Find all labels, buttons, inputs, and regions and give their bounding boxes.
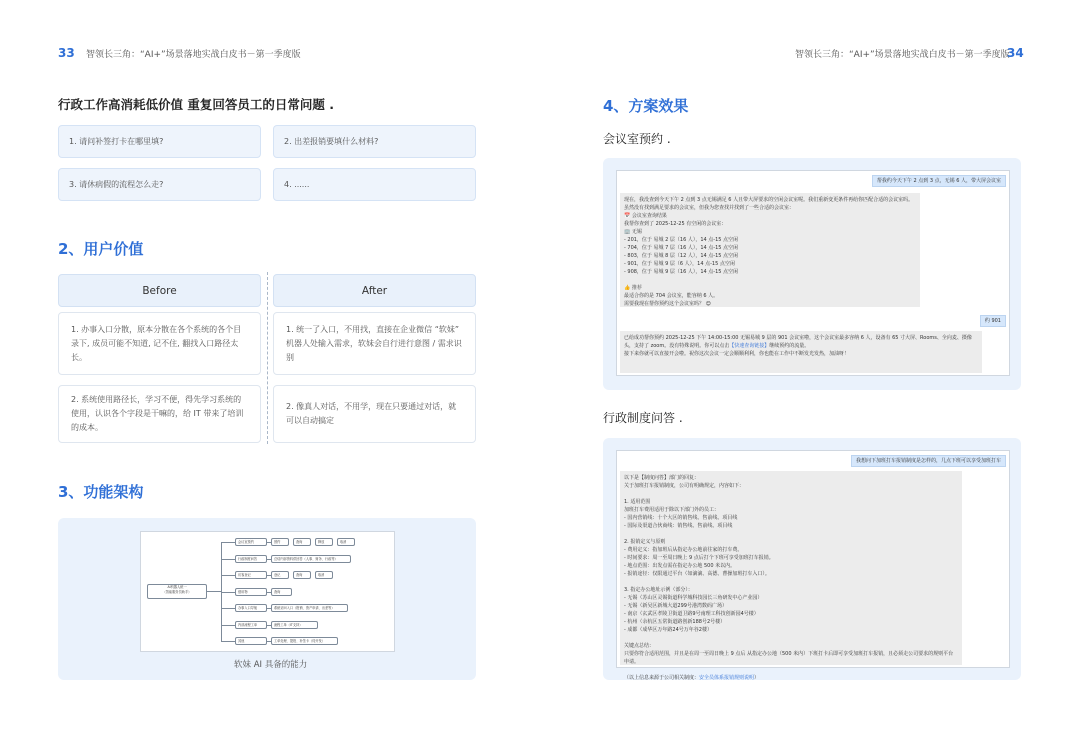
before-item: [58, 312, 261, 375]
mind-map-leaf: 总结内部资料供回答（人事、财务、行政等）: [271, 555, 351, 563]
mind-map-leaf: 释放: [315, 538, 333, 546]
after-label: After: [361, 284, 388, 297]
question-text: 2. 出差报销要填什么材料?: [284, 137, 379, 146]
mind-map-connector: [221, 592, 235, 593]
after-item-text: 1. 统一了入口，不用找，直接在企业微信 “软妹” 机器人处输入需求，软妹会自行进行意图 / 需求识别: [286, 324, 462, 362]
before-label: Before: [142, 284, 177, 297]
question-box: [58, 168, 261, 201]
bot-message-text: ）: [754, 675, 760, 681]
user-message: 约 901: [980, 315, 1006, 327]
mind-map-leaf: 查询: [271, 588, 292, 596]
question-text: 4. ......: [284, 180, 310, 189]
policy-source-link[interactable]: 安全员体系报销规则说明: [699, 675, 755, 681]
mind-map-branch: 借用物: [235, 588, 267, 596]
mind-map-leaf: 取消: [337, 538, 355, 546]
before-item: [58, 385, 261, 443]
mind-map-branch: 会议室预约: [235, 538, 267, 546]
before-item-text: 1. 办事入口分散，原本分散在各个系统的各个目录下, 成员可能不知道, 记不住, 翻找入口路径太长。: [71, 324, 242, 362]
after-item: [273, 312, 476, 375]
right-page-number: 34: [1007, 46, 1024, 60]
policy-qa-title: 行政制度问答 .: [603, 411, 683, 425]
section-architecture-title: 3、功能架构: [58, 483, 144, 501]
after-item-text: 2. 像真人对话，不用学，现在只要通过对话，就可以自动搞定: [286, 402, 457, 425]
mind-map-connector: [221, 625, 235, 626]
mind-map-leaf: 查询: [293, 538, 311, 546]
column-divider: [267, 272, 268, 444]
bot-message: [620, 471, 962, 681]
before-header: [58, 274, 261, 307]
meeting-booking-title: 会议室预约 .: [603, 132, 671, 146]
mind-map-connector: [207, 591, 221, 592]
mind-map-leaf: 流程工单（IT支持）: [271, 621, 318, 629]
section-user-value-title: 2、用户价值: [58, 240, 144, 258]
mind-map-caption: 软妹 AI 具备的能力: [234, 660, 308, 670]
mind-map-connector: [221, 542, 235, 543]
mind-map-leaf: 登记: [271, 571, 289, 579]
mind-map-root: AI机器人统一 （智能服务员助手）: [147, 584, 207, 599]
right-header-title: 智领长三角：“AI+”场景落地实战白皮书－第一季度版: [795, 50, 1010, 60]
mind-map-leaf: 预约: [271, 538, 289, 546]
user-message: 我想问下加班打车报销制度是怎样的，几点下班可以享受加班打车: [851, 455, 1006, 467]
mind-map-branch: 其他: [235, 637, 267, 645]
left-page-number: 33: [58, 46, 75, 60]
bot-message-text: 继续预约的流量。: [769, 343, 810, 349]
user-message: 帮我约今天下午 2 点到 3 点，无锡 6 人，带大屏会议室: [872, 175, 1006, 187]
mind-map-branch: 行政制度问答: [235, 555, 267, 563]
mind-map-leaf: 取消: [315, 571, 333, 579]
mind-map-leaf: 工单处理、提报、补签卡（待开发）: [271, 637, 338, 645]
question-text: 3. 请休病假的流程怎么走?: [69, 180, 164, 189]
bot-message: [620, 331, 982, 373]
mind-map-connector: [221, 575, 235, 576]
mind-map-connector: [221, 608, 235, 609]
after-item: [273, 385, 476, 443]
mind-map-leaf: 系统访问入口（报销、资产申请、出差等）: [271, 604, 348, 612]
mind-map-connector: [221, 559, 235, 560]
before-item-text: 2. 系统使用路径长，学习不便，得先学习系统的使用，认识各个字段是干嘛的，给 IT 带来了培训的成本。: [71, 395, 244, 432]
mind-map-branch: 内部流程工单: [235, 621, 267, 629]
intro-title: 行政工作高消耗低价值 重复回答员工的日常问题 .: [58, 97, 334, 112]
question-box: [273, 125, 476, 158]
question-text: 1. 请问补签打卡在哪里填?: [69, 137, 164, 146]
bot-message-text: 已给成功帮你预约 2025-12-25 下午 14:00-15:00 无锡易城 9 层的 901 会议室啦，这个会议室最多容纳 6 人，设备有 65 寸大屏、Rooms、全向麦、摄像头，支持了 zoom。没有特殊说明。你可以点击: [624, 335, 972, 349]
question-box: [58, 125, 261, 158]
mind-map-connector: [221, 641, 235, 642]
bot-message: 现在，我没查到今天下午 2 点到 3 点无锡满足 6 人且带大屏要求的空闲会议室呢。我们重新变更条件再给你匹配合适的会议室吗。 虽然没有找到满足要求的会议室，但我为您查找并找到了一些合适的会议室： 📅 会议室查询结果 我帮你查到了 2025-12-25 有空闲的会议室： 🏢 无锡 - 201，位于 易城 2 层（16 人），14 点-15 点空闲 - 704，位于 易城 7 层（16 人），14 点-15 点空闲 - 803，位于 易城 8 层（12 人），14 点-15 点空闲 - 901，位于 易城 9 层（6 人），14 点-15 点空闲 - 908，位于 易城 9 层（16 人），14 点-15 点空闲 👍 推荐 最适合你的是 704 会议室，能容纳 6 人。 需要我现在帮你预约这个会议室吗？ 😊: [620, 193, 920, 307]
bot-message-text: 以下是【制度问答】部门的回复： 关于加班打车报销制度，公司有明确规定，内容如下： 1. 适用范围 加班打车费用适用于除以下部门外的员工： - 国内营销线：十个大区的销售线、售前线、项目线 - 国际及渠道合伙商线：销售线、售前线、项目线 2. 报销定义与原则 - 费用定义：指加班后从指定办公地前往家的打车费。 - 时间要求：周一至周日晚上 9 点后打个下班可享受加班打车报销。 - 地点范围：出发点需在指定办公地 500 米以内。 - 报销途径：仅限通过平台（如滴滴、高德、曹操加班打车入口）。 3. 指定办公地址示例（部分）： - 无锡（苏山区灵锡街道科学城科技园长三角研发中心产业园） - 无锡（新吴区新城大道299号港湾数码广场） - 南京（玄武区孝陵卫街道卫路9号南理工科技创新园4号楼） - 杭州（余杭区五常街道路创新188号2号楼） - 成都（成华区万年路24号万年谷2楼） 关键点总结： 只要你符合适用范围，并且是在周一至周日晚上 9 点后 从指定办公地（500 米内）下班打卡后即可享受加班打车报销，且必须走公司要求的规则平台申请。 （以上信息来源于公司相关制度：: [624, 475, 954, 681]
quick-query-link[interactable]: 【快速查询链接】: [729, 343, 770, 349]
question-box: [273, 168, 476, 201]
mind-map-leaf: 查询: [293, 571, 311, 579]
mind-map-branch: 访客登记: [235, 571, 267, 579]
policy-chat-screenshot: [616, 450, 1010, 681]
left-header-title: 智领长三角：“AI+”场景落地实战白皮书－第一季度版: [86, 50, 301, 60]
after-header: [273, 274, 476, 307]
meeting-chat-screenshot: [616, 170, 1010, 376]
mind-map-branch: 办事入口导航: [235, 604, 267, 612]
bot-message-text: 接下来你就可以直接开会啦。祝你这次会议一定会顺顺利利，你也能在工作中不断发光发热，加油呀！: [624, 351, 850, 357]
mind-map: [140, 531, 395, 652]
section-effect-title: 4、方案效果: [603, 97, 689, 115]
